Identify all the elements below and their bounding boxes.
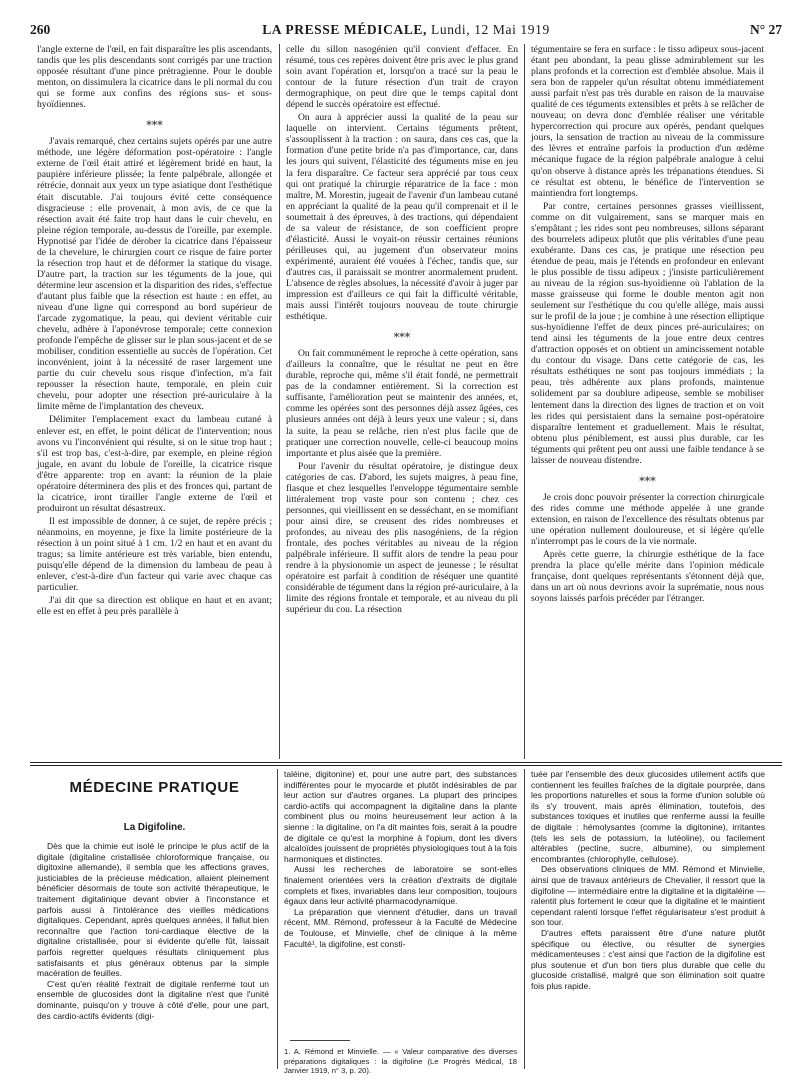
section-asterism [531,473,764,484]
paragraph: Délimiter l'emplacement exact du lambeau cutané à enlever est, en effet, le point délicat de l'intervention; nous avons vu l'inconvénient qui résulte, si on le situe trop haut ; s'il est trop bas, c'est-à-dire, par exemple, en pleine région jugale, en avant du lobule de l'oreille, la cicatrice risque d'être apparente: trop en avant: la réunion de la plaie opératoire déterminera des plis et des fronces qui, partant de la cicatrice, iront tirailler l'angle externe de l'œil et produiront un résultat désastreux. [37,414,272,514]
paragraph: tuée par l'ensemble des deux glucosides utilement actifs que contiennent les feuilles fraîches de la digitale pourprée, dans les proportions naturelles et sous la forme d'union soluble où ils s'y trouvent, mais après élimination, toutefois, des substances toxiques et inutiles que renferme aussi la feuille de digitale : hémolysantes (comme la digitonine), irritantes (tels les sels de potassium, la lutéoline), ou facilement altérables (pectine, sucre, albumine), ou simplement encombrantes (chlorophylle, cellulose). [531,769,765,864]
paragraph: Pour l'avenir du résultat opératoire, je distingue deux catégories de cas. D'abord, les sujets maigres, à peau fine, flasque et chez lesquelles l'enveloppe tégumentaire semble littéralement trop vaste pour son contenu ; chez ces personnes, qui vieillissent en se desséchant, en se momifiant pour ainsi dire, se creusent des rides nombreuses et profondes, au niveau des plis nasogéniens, de la région frontale, des poches véritables au niveau de la région palpébrale inférieure. Il suffit alors de tendre la peau pour rendre à la physionomie un aspect de jeunesse ; le résultat opératoire est parfait à condition de réséquer une quantité considérable de tégument dans la région pré-auriculaire, à la limite des régions frontale et temporale, et au niveau du pli supérieur du cou. La résection [286,460,518,616]
journal-title-line [30,22,782,38]
page-number: 260 [30,22,51,37]
paragraph: tégumentaire se fera en surface : le tissu adipeux sous-jacent étant peu abondant, la peau glisse admirablement sur les plans profonds et la correction est d'emblée absolue. Mais il sera bon de rappeler qu'un résultat obtenu immédiatement aussi parfait n'est pas très durable en raison de la mauvaise qualité de ces téguments extensibles et prêts à se relâcher de nouveau; on devra donc d'emblée réaliser une véritable hypercorrection qui procure aux opérés, pendant quelques jours, la sensation de traction au niveau de la commissure des lèvres et entraîne parfois la production d'un œdème mécanique fugace de la région palpébrale analogue à celui qu'on observe à distance après les trépanations étendues. Si ce résultat est obtenu, le bénéfice de l'intervention se maintiendra fort longtemps. [531,44,764,199]
section-divider [30,762,782,763]
paragraph: Par contre, certaines personnes grasses vieillissent, comme on dit vulgairement, sans se marquer mais en s'empâtant ; les rides sont peu nombreuses, sillons séparant des bourrelets adipeux plutôt que plis véritables d'une peau exubérante. Dans ces cas, je pratique une résection peu étendue de peau, mais je l'étends en profondeur en enlevant le plus possible de tissu adipeux ; j'insiste particulièrement au niveau de la région sus-hyoïdienne où l'ablation de la masse graisseuse qui forme le double menton agit non seulement sur l'esthétique du cou qu'elle allège, mais aussi sur le profil de la joue ; je combine à une résection elliptique sus-hyoïdienne l'effet de deux pinces pré-auriculaires; on tend ainsi les téguments de la joue entre deux centres d'attraction opposés et on obtient un amincissement notable du contour du visage. Dans cette catégorie de cas, les résultats esthétiques ne sont pas toujours immédiats ; la peau, très adhérente aux plans profonds, maintenue solidement par sa doublure adipeuse, semble se mobiliser lentement dans la direction des lignes de traction et on voit les rides qui persistaient dans la semaine post-opératoire disparaître lentement et graduellement. Mais le résultat, obtenu plus péniblement, est aussi plus durable, car les téguments qui prêtent peu ont aussi une faible tendance à se laisser de nouveau distendre. [531,200,764,466]
paragraph: J'avais remarqué, chez certains sujets opérés par une autre méthode, une légère déformation post-opératoire : l'angle externe de l'œil était attiré et légèrement bridé en haut, la paupière inférieure plissée; la fente palpébrale, allongée et rétrécie, donnait aux yeux un type asiatique dont l'esthétique était discutable. J'ai toujours évité cette conséquence disgracieuse : elle provenait, à mon avis, de ce que la résection avait été faite trop haut dans le cuir chevelu, en pleine région temporale, au-dessus de l'oreille, par exemple. Hypnotisé par l'idée de dérober la cicatrice dans l'épaisseur de la chevelure, le chirurgien court ce risque de faire porter la résection trop haut et de déformer la statique du visage. D'autre part, la traction sur les téguments de la joue, qui détermine leur ascension et la disparition des rides, s'effectue d'autant plus faible que la résection est haute : en effet, au niveau d'une ligne qui correspond au bord supérieur de l'arcade zygomatique, la peau, qui devient véritable cuir chevelu, adhère à l'aponévrose temporale; cette connexion profonde l'empêche de glisser sur le plan sous-jacent et de se mobiliser, condition essentielle au succès de l'opération. Cet inconvénient, joint à la nécessité de raser largement une partie du cuir chevelu sous risque d'infection, m'a fait repousser la résection haute, temporale, en plein cuir chevelu, pour adopter une résection pré-auriculaire à la limite même de l'implantation des cheveux. [37,136,272,413]
asterism: ⁎⁎⁎ [146,116,163,129]
article-title: La Digifoline. [123,822,186,833]
issue-number: N° 27 [749,22,782,37]
section-divider [30,765,782,766]
paragraph: C'est qu'en réalité l'extrait de digitale renferme tout un ensemble de glucosides dont la digitaline n'est que l'unité dominante, puisqu'on y trouve à côté d'elle, pour une part, des cardio-actifs évidents (digi- [37,978,269,1021]
paragraph: l'angle externe de l'œil, en fait disparaître les plis ascendants, tandis que les plis descendants sont corrigés par une traction opposée résultant d'une pince prétragienne. Pour le double menton, on dissimulera la cicatrice dans le pli normal du cou qui se forme aux confins des régions sus- et sous-hyoïdiennes. [37,44,272,111]
paragraph: Je crois donc pouvoir présenter la correction chirurgicale des rides comme une méthode appelée à une grande extension, en raison de l'excellence des résultats obtenus par une opération nullement douloureuse, et si légère qu'elle n'interrompt pas le cours de la vie normale. [531,491,764,547]
journal-name: LA PRESSE MÉDICALE, [262,22,428,37]
article-column-1 [37,44,272,619]
paragraph: Dès que la chimie eut isolé le principe le plus actif de la digitale (digitaline cristallisée chloroformique française, ou digitoxine allemande), il sembla que les affections graves, justiciables de la précieuse médication, allaient pleinement bénéficier désormais de toute son activité thérapeutique, le traitement digitalinique devant obvier à l'inconstance et parfois aussi à l'intolérance des vieilles médications digitaliques. Cependant, après quelques années, il fallut bien reconnaître que l'action toni-cardiaque élective de la digitaline cristallisée, pour si évidente qu'elle fût, laissait parfois regretter quelques résultats cliniquement plus satisfaisants et plus généraux obtenus par la simple macération de feuilles. [37,841,269,979]
paragraph: On fait communément le reproche à cette opération, sans d'ailleurs la connaître, que le résultat ne peut en être durable, reproche qui, même s'il était fondé, ne permettrait pas de la condamner entièrement. Si la correction est suffisante, l'amélioration peut se maintenir des années, et, comme les opérées sont des personnes déjà assez âgées, ces plusieurs années ont déjà à leurs yeux une valeur ; si, dans la suite, la peau se relâche, rien n'est plus facile que de pratiquer une correction nouvelle, celle-ci beaucoup moins importante et plus aisée que la première. [286,348,518,459]
paragraph: Aussi les recherches de laboratoire se sont-elles finalement orientées vers la création d'extraits de digitale complets et fixes, invariables dans leur composition, toujours égaux dans leur activité pharmacodynamique. [284,864,517,907]
article-column-2 [286,44,518,617]
section-title: MÉDECINE PRATIQUE [69,779,240,796]
digifoline-column-3 [531,769,765,991]
section-asterism [286,329,518,340]
paragraph: celle du sillon nasogénien qu'il convient d'effacer. En résumé, tous ces repères doivent être pris avec le plus grand soin avant l'opération et, lorsqu'on a tracé sur la peau le contour de la future résection d'un trait de crayon dermographique, on peut dire que le temps capital dont dépend le succès opératoire est effectué. [286,44,518,111]
column-rule [279,44,280,759]
column-rule [277,769,278,1069]
issue-date: Lundi, 12 Mai 1919 [431,22,550,37]
paragraph: On aura à apprécier aussi la qualité de la peau sur laquelle on intervient. Certains téguments prêtent, s'assouplissent à la traction : on saura, dans ces cas, que la formation d'une petite bride n'a pas d'importance, car, dans les jours qui suivent, l'élasticité des téguments mise en jeu la fera disparaître. Ce facteur sera apprécié par tous ceux qui ont pratiqué la chirurgie réparatrice de la face : mon maître, M. Morestin, jugeait de l'avenir d'un lambeau cutané en appréciant la qualité de la peau qu'il comprenait et il le soumettait à des épreuves, à des tractions, qui dépendaient de sa valeur de résistance, de son coefficient propre d'élasticité. Aussi le voyait-on réussir certaines réunions périlleuses qui, au jugement d'un observateur moins expérimenté, auraient été vouées à l'échec, tandis que, sur d'autres cas, il paraissait se montrer anormalement prudent. L'absence de règles absolues, la nécessité d'avoir à juger par impression est d'ailleurs ce qui fait la difficulté véritable, mais aussi l'intérêt toujours nouveau de toute chirurgie esthétique. [286,112,518,323]
paragraph: Il est impossible de donner, à ce sujet, de repère précis ; néanmoins, en moyenne, je fixe la limite postérieure de la résection à un point situé à 1 cm. 1/2 en haut et en avant du tragus; sa limite antérieure est très variable, bien entendu, puisqu'elle dépend de la dimension du lambeau de peau à enlever, c'est-à-dire d'un facteur qui varie avec chaque cas particulier. [37,515,272,594]
article-column-3 [531,44,764,606]
paragraph: taléine, digitonine) et, pour une autre part, des substances indifférentes pour le myocarde et plutôt indésirables de par leur action sur d'autres organes. La plupart des principes cardio-actifs qui accompagnent la digitaline dans la plante combinent plus ou moins heureusement leur action à la sienne : la digitaline, on l'a dit maintes fois, serait à la poudre de digitale ce qu'est la morphine à l'opium, dont les divers alcaloïdes jouissent de propriétés physiologiques tout à la fois harmoniques et distinctes. [284,769,517,864]
asterism: ⁎⁎⁎ [639,471,656,484]
running-header [30,22,782,40]
footnote-rule [290,1040,350,1041]
paragraph: La préparation que viennent d'étudier, dans un travail récent, MM. Rémond, professeur à la Faculté de Médecine de Toulouse, et Minvielle, chef de clinique à la même Faculté¹, la digifoline, est consti- [284,906,517,949]
paragraph: Des observations cliniques de MM. Rémond et Minvielle, ainsi que de travaux antérieurs de Chevalier, il ressort que la digifoline — intermédiaire entre la digitaline et la digitaléine — ralentit plus fortement le cœur que la digitaline et le maintient cependant ralenti lorsque l'effet régularisateur s'est produit à son tour. [531,864,765,928]
section-asterism [37,117,272,128]
footnote: 1. A. Rémond et Minvielle. — « Valeur comparative des diverses préparations digitaliques : la digifoline (Le Progrès Médical, 18 Janvier 1919, n° 3, p. 20). [284,1047,517,1076]
asterism: ⁎⁎⁎ [393,328,411,341]
column-rule [524,769,525,1069]
digifoline-column-2 [284,769,517,949]
digifoline-column-1 [37,841,269,1021]
paragraph: J'ai dit que sa direction est oblique en haut et en avant; elle est en effet à peu près parallèle à [37,595,272,618]
paragraph: D'autres effets paraissent être d'une nature plutôt spécifique ou élective, ou résulter de synergies médicamenteuses : c'est ainsi que l'action de la digifoline est plus soutenue et d'un bon tiers plus durable que celle du glucoside cristallisé, malgré que son élimination soit quatre fois plus rapide. [531,927,765,991]
column-rule [524,44,525,759]
paragraph: Après cette guerre, la chirurgie esthétique de la face prendra la place qu'elle mérite dans l'opinion médicale française, dont quelques représentants s'étonnent déjà que, dans un art où nous devrions avoir la suprématie, nous nous soyons laissés parfois précéder par l'étranger. [531,549,764,605]
